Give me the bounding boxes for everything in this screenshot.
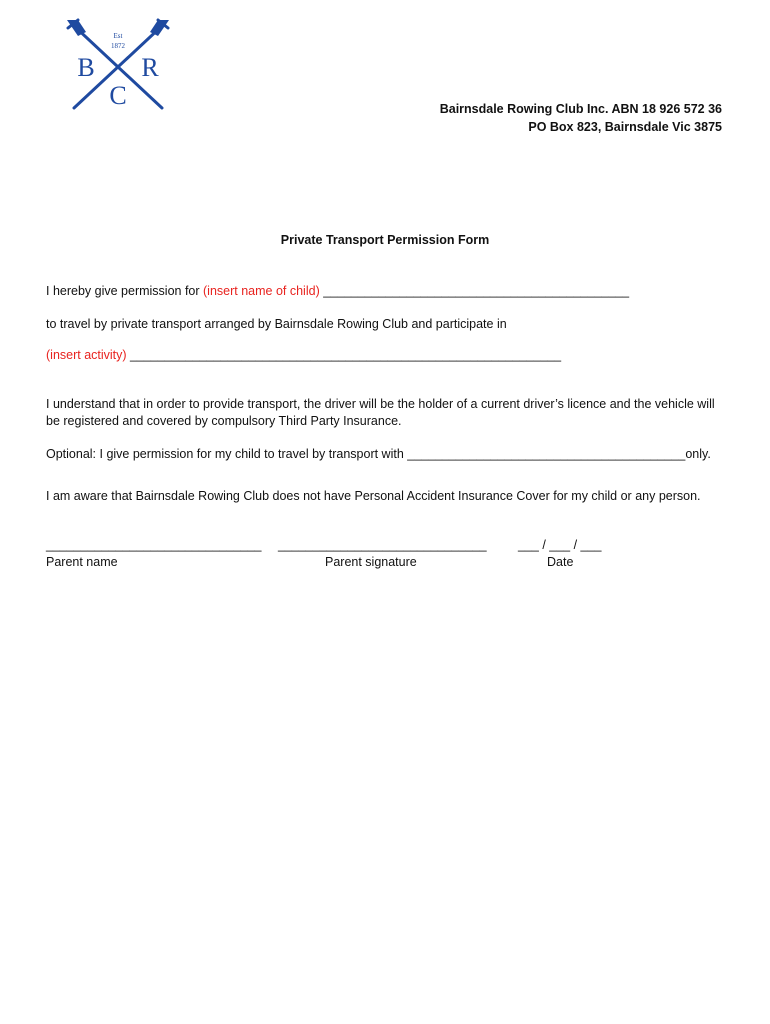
parent-signature-line[interactable]: ______________________________ — [278, 538, 487, 552]
date-line[interactable]: ___ / ___ / ___ — [518, 538, 602, 552]
child-name-placeholder: (insert name of child) — [203, 284, 320, 298]
crossed-oars-logo-icon — [64, 18, 172, 114]
parent-signature-label: Parent signature — [325, 555, 417, 569]
logo-letter-r: R — [141, 53, 159, 82]
insurance-notice: I am aware that Bairnsdale Rowing Club does not have Personal Accident Insurance Cover for my child or any person. — [46, 489, 701, 503]
parent-name-label: Parent name — [46, 555, 118, 569]
child-name-blank[interactable]: ____________________________________________ — [319, 284, 630, 298]
optional-permission-line[interactable]: Optional: I give permission for my child to travel by transport with ________________________________________only. — [46, 447, 711, 461]
travel-line: to travel by private transport arranged by Bairnsdale Rowing Club and participate in — [46, 317, 507, 331]
permission-prefix: I hereby give permission for — [46, 284, 204, 298]
permission-line — [46, 284, 629, 298]
club-header — [440, 101, 722, 136]
logo-letter-c: C — [109, 81, 127, 110]
logo-letter-b: B — [77, 53, 95, 82]
activity-blank[interactable]: ______________________________________________________________ — [126, 348, 562, 362]
club-logo — [64, 18, 172, 114]
form-title: Private Transport Permission Form — [280, 233, 490, 247]
parent-name-line[interactable]: _______________________________ — [46, 538, 262, 552]
activity-line — [46, 348, 561, 362]
club-name-abn: Bairnsdale Rowing Club Inc. ABN 18 926 572 36 — [439, 102, 722, 116]
logo-year: 1872 — [111, 42, 125, 50]
date-label: Date — [547, 555, 574, 569]
activity-placeholder: (insert activity) — [46, 348, 127, 362]
logo-est-label: Est — [113, 32, 123, 40]
club-address: PO Box 823, Bairnsdale Vic 3875 — [528, 119, 722, 134]
understand-paragraph: I understand that in order to provide transport, the driver will be the holder of a current driver’s licence and the vehicle will be registered and covered by compulsory Third Party Insurance. — [46, 397, 715, 428]
